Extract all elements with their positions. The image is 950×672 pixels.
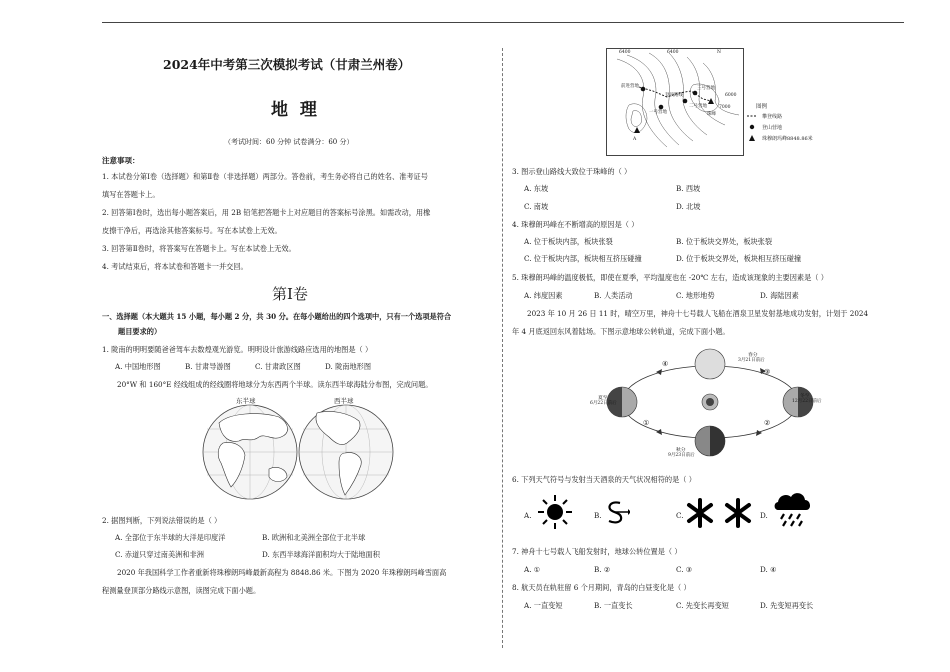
orbit-date-winter: 12月22日前后 [792, 399, 822, 404]
notice-line: 填写在答题卡上。 [102, 190, 160, 199]
east-hemisphere-label: 东半球 [236, 397, 256, 405]
contour-label: 6000 [725, 93, 737, 98]
contour-label: 珠峰 [707, 112, 716, 117]
q1-option-c: C. 甘肃政区图 [255, 362, 301, 371]
contour-label: 二号营地 [689, 104, 707, 109]
q7-stem: 7. 神舟十七号载人飞船发射时，地球公转位置是（ ） [512, 547, 682, 556]
orbit-label-spring: 春分 [748, 353, 758, 358]
legend-route: 攀登线路 [762, 114, 783, 120]
thunderstorm-rain-weather-icon [772, 490, 812, 528]
legend-peak: 珠穆朗玛峰8848.86米 [762, 136, 813, 142]
sandstorm-weather-icon [604, 498, 630, 526]
shenzhou-intro-line2: 年 4 月底返回东风着陆场。下图示意地球公转轨道，完成下面小题。 [512, 327, 730, 336]
q2-stem: 2. 据图判断，下列说法错误的是（ ） [102, 516, 222, 525]
orbit-date-autumn: 9月23日前后 [668, 453, 695, 458]
everest-intro-line2: 程测量登顶部分路线示意图，读图完成下面小题。 [102, 586, 261, 595]
north-arrow: N [717, 50, 721, 55]
q3-option-b: B. 西坡 [676, 184, 701, 193]
q6-option-c: C. [676, 511, 684, 520]
q4-option-d: D. 位于板块交界处，板块相互挤压碰撞 [676, 254, 802, 263]
q5-stem: 5. 珠穆朗玛峰的温度极低，即使在夏季，平均温度也在 -20℃ 左右，造成该现象的主要因素是（ ） [512, 273, 828, 282]
q3-option-d: D. 北坡 [676, 202, 701, 211]
orbit-diagram [590, 342, 830, 470]
q2-option-a: A. 全部位于东半球的大洋是印度洋 [115, 533, 226, 542]
west-hemisphere-label: 西半球 [334, 397, 354, 405]
q8-option-a: A. 一直变短 [524, 601, 563, 610]
orbit-date-spring: 3月21日前后 [738, 358, 765, 363]
q8-option-b: B. 一直变长 [594, 601, 633, 610]
section-heading-cont: 题目要求的） [118, 327, 162, 336]
volume-title: 第Ⅰ卷 [272, 285, 308, 303]
contour-map [606, 48, 744, 156]
hemisphere-map [199, 403, 395, 501]
subject-title: 地 理 [271, 100, 317, 120]
orbit-marker-1: ① [643, 419, 650, 427]
contour-label: 6400 [667, 50, 679, 55]
contour-label: 6400 [619, 50, 631, 55]
q7-option-d: D. ④ [760, 565, 777, 574]
q6-option-a: A. [524, 511, 532, 520]
orbit-marker-2: ② [764, 419, 771, 427]
sunny-weather-icon [536, 494, 574, 530]
exam-title: 2024年中考第三次模拟考试（甘肃兰州卷） [163, 57, 411, 72]
q6-option-b: B. [594, 511, 602, 520]
orbit-label-autumn: 秋分 [676, 448, 686, 453]
contour-label: 一号营地 [649, 110, 667, 115]
q5-option-a: A. 纬度因素 [524, 291, 563, 300]
q3-option-c: C. 南坡 [524, 202, 549, 211]
shenzhou-intro-line1: 2023 年 10 月 26 日 11 时，晴空万里，神舟十七号载人飞船在酒泉卫星发射基地成功发射，计划于 2024 [527, 309, 869, 318]
contour-label: A [633, 137, 637, 142]
q4-option-a: A. 位于板块内部，板块张裂 [524, 237, 613, 246]
q4-stem: 4. 珠穆朗玛峰在不断增高的原因是（ ） [512, 220, 639, 229]
notice-line: 皮擦干净后，再选涂其他答案标号。写在本试卷上无效。 [102, 226, 282, 235]
q7-option-a: A. ① [524, 565, 541, 574]
q1-option-b: B. 甘肃导游图 [185, 362, 231, 371]
q7-option-c: C. ③ [676, 565, 693, 574]
column-divider [502, 48, 503, 648]
earth-spring [695, 349, 725, 379]
contour-label: 登顶路线 [665, 93, 683, 98]
eurasia-landmass [219, 414, 288, 442]
q8-option-d: D. 先变短再变长 [760, 601, 814, 610]
exam-info: （考试时间：60 分钟 试卷满分：60 分） [224, 138, 354, 146]
notice-heading: 注意事项： [102, 156, 140, 165]
contour-label: 三号营地 [697, 86, 715, 91]
notice-line: 3. 回答第Ⅱ卷时，将答案写在答题卡上。写在本试卷上无效。 [102, 244, 296, 253]
contour-lines [607, 49, 743, 155]
orbit-date-summer: 6月22日前后 [590, 401, 617, 406]
notice-line: 4. 考试结束后，将本试卷和答题卡一并交回。 [102, 262, 248, 271]
q1-option-d: D. 陇南地形图 [325, 362, 372, 371]
q8-stem: 8. 航天员在轨驻留 6 个月期间，青岛的白昼变化是（ ） [512, 583, 691, 592]
q5-option-b: B. 人类活动 [594, 291, 633, 300]
heavy-snow-weather-icon [684, 497, 754, 529]
notice-line: 2. 回答第Ⅰ卷时，选出每小题答案后，用 2B 铅笔把答题卡上对应题目的答案标号涂黑。如需改动，用橡 [102, 208, 431, 217]
q2-option-b: B. 欧洲和北美洲全部位于北半球 [262, 533, 366, 542]
q5-option-d: D. 海陆因素 [760, 291, 799, 300]
orbit-marker-3: ③ [764, 368, 771, 376]
q2-option-d: D. 东西半球海洋面积均大于陆地面积 [262, 550, 380, 559]
q8-option-c: C. 先变长再变短 [676, 601, 729, 610]
orbit-label-winter: 冬至 [800, 394, 810, 399]
section-heading: 一、选择题（本大题共 15 小题，每小题 2 分，共 30 分。在每小题给出的四个选项中，只有一个选项是符合 [102, 312, 452, 321]
q6-stem: 6. 下列天气符号与发射当天酒泉的天气状况相符的是（ ） [512, 475, 696, 484]
header-rule [102, 22, 904, 23]
q4-option-c: C. 位于板块内部，板块相互挤压碰撞 [524, 254, 642, 263]
notice-line: 1. 本试卷分第Ⅰ卷（选择题）和第Ⅱ卷（非选择题）两部分。答卷前，考生务必将自己的姓名、准考证号 [102, 172, 428, 181]
legend-title: 图例 [756, 104, 768, 110]
contour-label: 7000 [719, 105, 731, 110]
everest-intro-line1: 2020 年我国科学工作者重新将珠穆朗玛峰最新高程为 8848.86 米。下图为 2020 年珠穆朗玛峰雪面高 [117, 568, 447, 577]
q5-option-c: C. 地形地势 [676, 291, 715, 300]
q1-stem: 1. 陇南的明明要随爸爸驾车去数煌观光游览。明明设计旅游线路应选用的地图是（ ） [102, 345, 373, 354]
q2-option-c: C. 赤道只穿过南美洲和非洲 [115, 550, 204, 559]
q6-option-d: D. [760, 511, 768, 520]
q1-option-a: A. 中国地形图 [115, 362, 161, 371]
q3-stem: 3. 图示登山路线大致位于珠峰的（ ） [512, 167, 632, 176]
legend-camp: 登山营地 [762, 125, 783, 131]
orbit-label-summer: 夏至 [598, 396, 608, 401]
q3-option-a: A. 东坡 [524, 184, 549, 193]
q7-option-b: B. ② [594, 565, 611, 574]
q4-option-b: B. 位于板块交界处，板块张裂 [676, 237, 773, 246]
orbit-marker-4: ④ [662, 360, 669, 368]
legend-symbols [746, 111, 758, 143]
contour-label: 前进营地 [621, 84, 639, 89]
map-intro: 20°W 和 160°E 经线组成的经线圈将地球分为东西两个半球。读东西半球海陆分布图，完成问题。 [117, 380, 433, 389]
